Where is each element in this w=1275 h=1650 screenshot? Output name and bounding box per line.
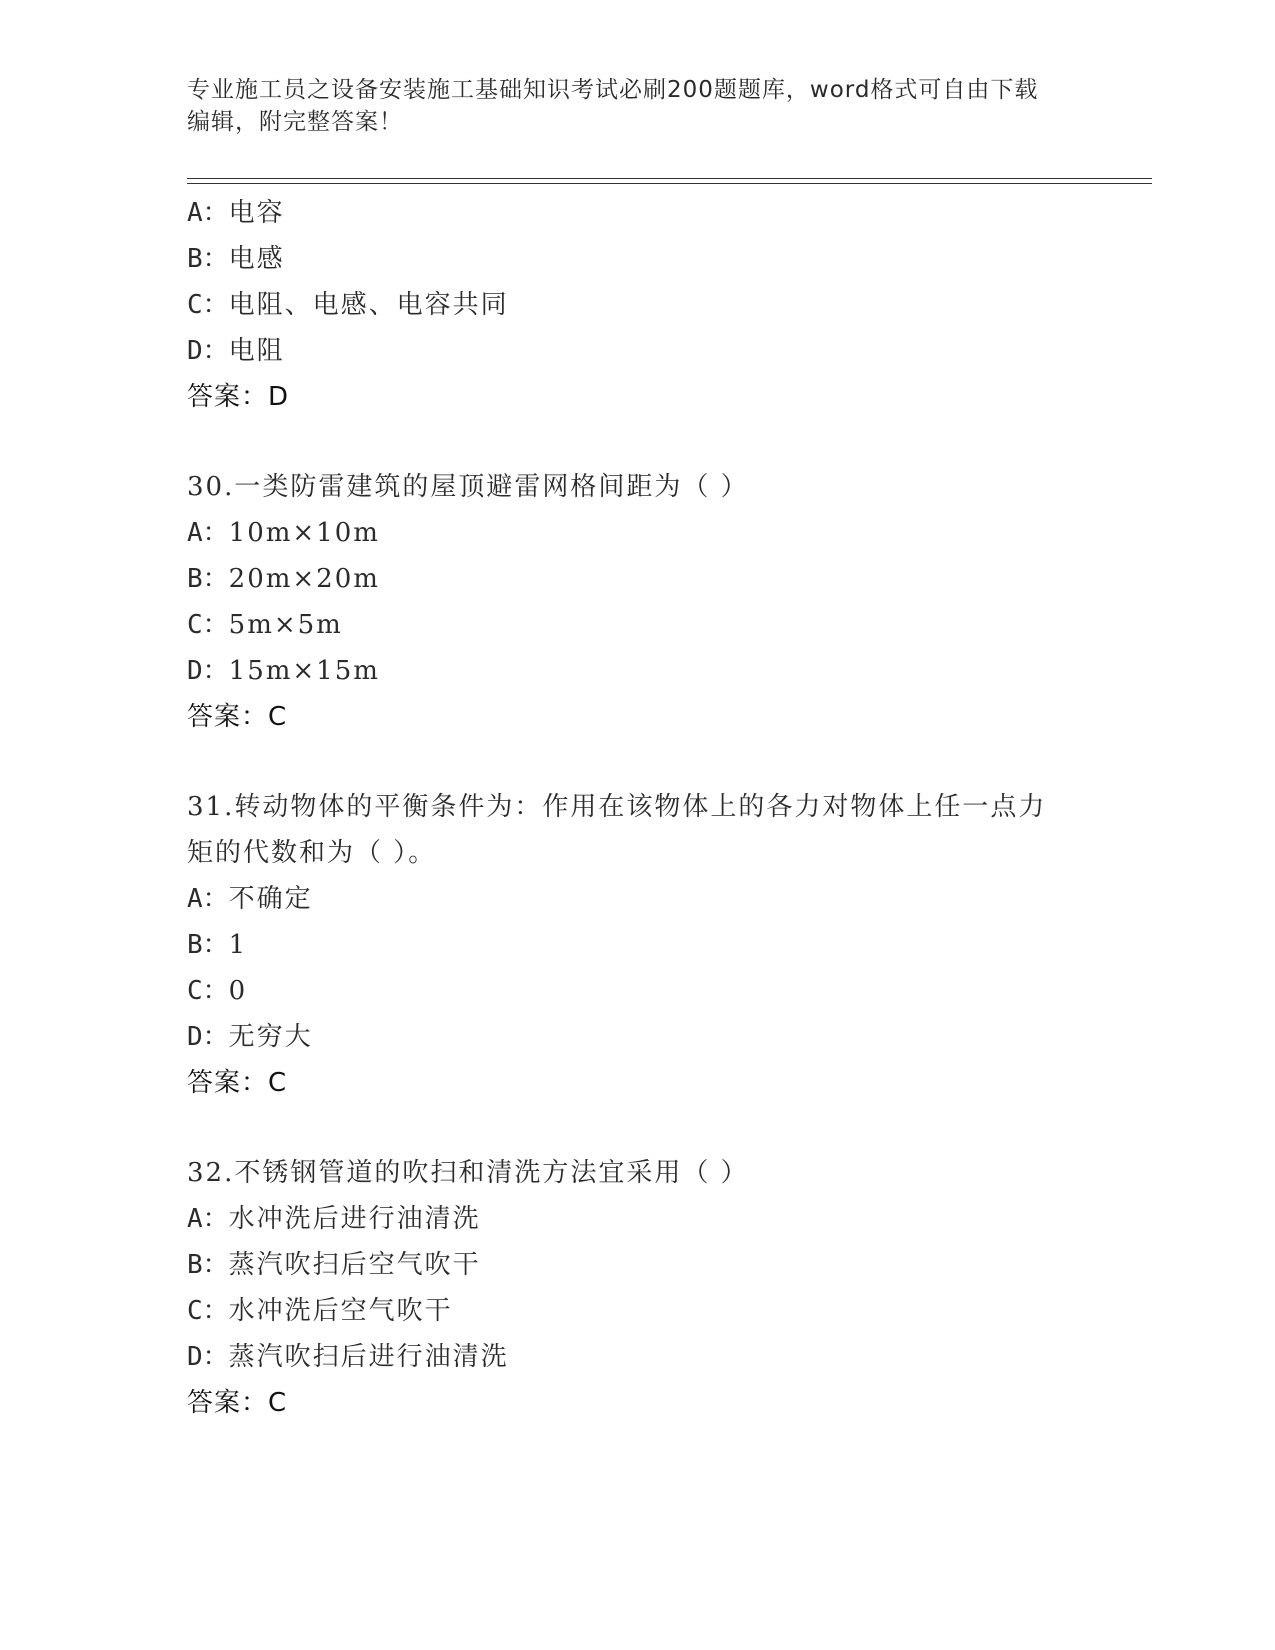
option-label: D： [187, 656, 229, 686]
option-text: 水冲洗后空气吹干 [228, 1296, 453, 1326]
option-text: 不确定 [228, 884, 313, 914]
option-b [187, 556, 1147, 602]
option-b [187, 236, 1147, 282]
option-text: 蒸汽吹扫后空气吹干 [228, 1250, 481, 1280]
option-c [187, 602, 1147, 648]
header-title-line-1: 专业施工员之设备安装施工基础知识考试必刷200题题库，word格式可自由下载 [187, 77, 1039, 103]
option-c [187, 282, 1147, 328]
option-label: C： [187, 1296, 229, 1326]
option-d [187, 648, 1147, 694]
option-a [187, 1196, 1147, 1242]
option-text: 电阻 [228, 336, 285, 366]
answer-text: 答案：C [187, 1068, 288, 1098]
option-label: C： [187, 976, 229, 1006]
option-c [187, 968, 1147, 1014]
option-label: D： [187, 1342, 229, 1372]
option-label: D： [187, 336, 229, 366]
question-32 [187, 1150, 1147, 1426]
answer-text: 答案：C [187, 1388, 288, 1418]
option-text: 0 [228, 976, 248, 1006]
option-a [187, 876, 1147, 922]
option-text: 10m×10m [228, 518, 380, 548]
option-d [187, 1014, 1147, 1060]
header-divider-top [187, 178, 1152, 179]
answer-text: 答案：C [187, 702, 288, 732]
option-c [187, 1288, 1147, 1334]
option-a [187, 190, 1147, 236]
option-label: C： [187, 290, 229, 320]
option-b [187, 1242, 1147, 1288]
option-text: 电感 [228, 244, 285, 274]
option-label: C： [187, 610, 229, 640]
question-stem: 32.不锈钢管道的吹扫和清洗方法宜采用（ ） [187, 1158, 749, 1188]
option-text: 电阻、电感、电容共同 [228, 290, 509, 320]
option-text: 电容 [228, 198, 285, 228]
question-31 [187, 784, 1147, 1106]
option-label: A： [187, 198, 229, 228]
option-text: 20m×20m [228, 564, 380, 594]
option-text: 无穷大 [228, 1022, 313, 1052]
option-b [187, 922, 1147, 968]
option-a [187, 510, 1147, 556]
option-label: A： [187, 884, 229, 914]
option-label: B： [187, 930, 229, 960]
header-title-line-2: 编辑，附完整答案！ [187, 109, 403, 135]
option-text: 水冲洗后进行油清洗 [228, 1204, 481, 1234]
option-label: B： [187, 564, 229, 594]
option-d [187, 328, 1147, 374]
option-text: 5m×5m [228, 610, 343, 640]
answer-text: 答案：D [187, 382, 290, 412]
option-label: D： [187, 1022, 229, 1052]
question-30 [187, 464, 1147, 740]
question-29-options [187, 190, 1147, 420]
header-divider-bottom [187, 183, 1152, 184]
option-label: B： [187, 1250, 229, 1280]
option-label: B： [187, 244, 229, 274]
option-label: A： [187, 1204, 229, 1234]
question-spacer [187, 420, 1147, 464]
question-stem-line-1: 31.转动物体的平衡条件为：作用在该物体上的各力对物体上任一点力 [187, 792, 1047, 822]
option-text: 15m×15m [228, 656, 380, 686]
question-spacer [187, 740, 1147, 784]
document-header [187, 74, 1067, 138]
question-stem-line-2: 矩的代数和为（ ）。 [187, 838, 437, 868]
question-spacer [187, 1106, 1147, 1150]
option-d [187, 1334, 1147, 1380]
option-text: 1 [228, 930, 248, 960]
option-label: A： [187, 518, 229, 548]
option-text: 蒸汽吹扫后进行油清洗 [228, 1342, 509, 1372]
question-content [187, 190, 1147, 1426]
question-stem: 30.一类防雷建筑的屋顶避雷网格间距为（ ） [187, 472, 749, 502]
